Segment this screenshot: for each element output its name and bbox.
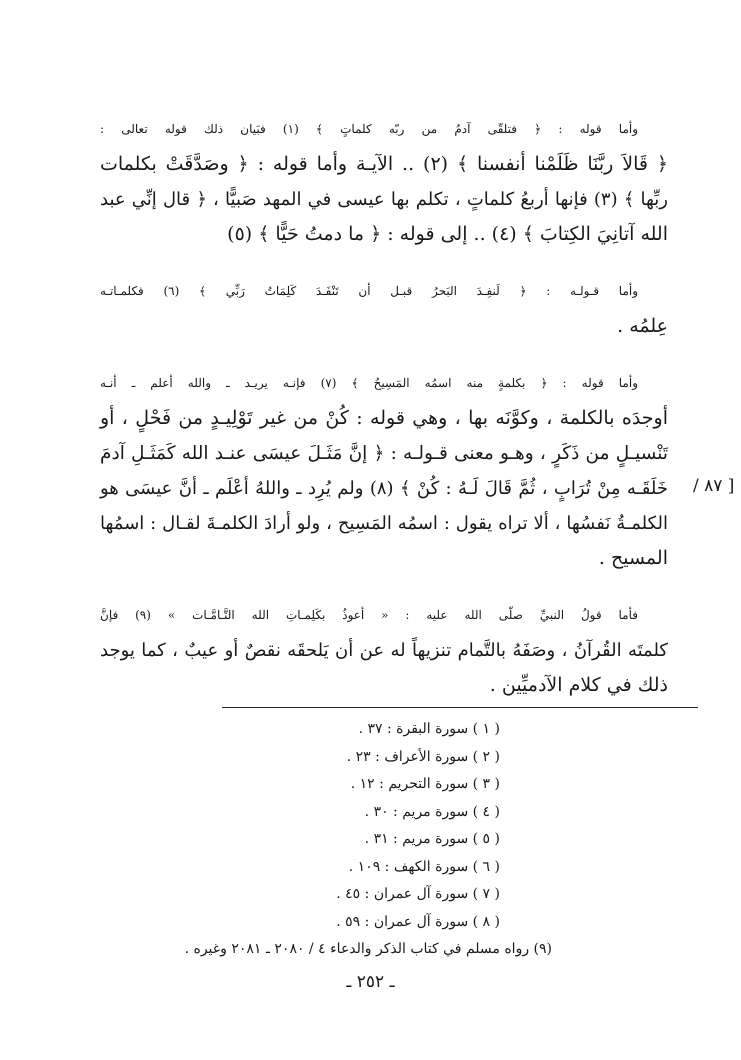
text-line: وأما قوله : ﴿ بكلمةٍ منه اسمُه المَسِيحُ ﴾ (٧) فإنـه يريـد ـ والله أعلم ـ أنـه <box>100 376 638 390</box>
footnote: ( ٣ ) سورة التحريم : ١٢ . <box>350 776 500 792</box>
text-line: الله آتانِيَ الكِتابَ ﴾ (٤) .. إلى قوله : ﴿ ما دمتُ حَيًّا ﴾ (٥) <box>227 223 668 245</box>
footnote: ( ١ ) سورة البقرة : ٣٧ . <box>358 721 500 737</box>
margin-page-reference: [ ٨٧ / <box>693 476 735 496</box>
text-line: أوجدَه بالكلمة ، وكوَّنَه بها ، وهي قوله : كُنْ من غير تَوْلِيـدٍ من فَحْلٍ ، أو <box>100 407 668 429</box>
paragraph-2 <box>100 274 698 344</box>
paragraph-3 <box>100 366 698 576</box>
text-line: ذلك في كلام الآدميِّين . <box>489 674 668 696</box>
text-line: عِلمُه . <box>617 315 668 337</box>
text-line: خَلَقَـه مِنْ تُرَابٍ ، ثُمَّ قَالَ لَـهُ : كُنْ ﴾ (٨) ولم يُرِد ـ واللهُ أعْلَم ـ أنَّ عيسَى هو <box>100 478 669 499</box>
main-text <box>100 112 698 723</box>
footnote: ( ٨ ) سورة آل عمران : ٥٩ . <box>336 913 500 930</box>
text-line: وأما قوله : ﴿ فتلقّى آدمُ من ربّه كلماتٍ ﴾ (١) فبَيان ذلك قوله تعالى : <box>100 122 639 136</box>
text-line: الكلمـةُ نَفسُها ، ألا تراه يقول : اسمُه المَسِيح ، ولو أرادَ الكلمـةَ لقـال : اسمُها <box>100 513 668 534</box>
footnote-divider <box>222 707 698 708</box>
page-number: ـ ٢٥٢ ـ <box>346 972 395 992</box>
text-line: المسيح . <box>598 547 668 569</box>
text-line: ربِّها ﴾ (٣) فإنها أربعُ كلماتٍ ، تكلم بها عيسى في المهد صَبيًّا ، ﴿ قال إنِّي عبد <box>100 189 668 210</box>
footnotes <box>184 716 552 964</box>
paragraph-4 <box>100 598 698 703</box>
text-line: وأما قـولـه : ﴿ لَنفِـدَ البَحرُ قبـل أن تَنْفَـدَ كَلِمَاتُ رَبِّي ﴾ (٦) فكلمـاتـه <box>100 284 639 298</box>
footnote: (٩) رواه مسلم في كتاب الذكر والدعاء ٤ / ٢٠٨٠ ـ ٢٠٨١ وغيره . <box>184 941 552 957</box>
text-line: فأما قولُ النبيِّ صلّى الله عليه : « أعوذُ بكَلِمـاتِ الله التَّـامَّـات » (٩) فإنَّ <box>100 608 638 622</box>
text-line: ﴿ قَالاَ ربَّنَا ظَلَمْنا أنفسنا ﴾ (٢) .. الآيـة وأما قوله : ﴿ وصَدَّقَتْ بكلمات <box>100 153 668 175</box>
footnote: ( ٥ ) سورة مريم : ٣١ . <box>364 831 500 847</box>
paragraph-1 <box>100 112 698 252</box>
footnote: ( ٦ ) سورة الكهف : ١٠٩ . <box>348 858 500 875</box>
footnote: ( ٢ ) سورة الأعراف : ٢٣ . <box>346 748 500 765</box>
footnote: ( ٤ ) سورة مريم : ٣٠ . <box>364 803 500 820</box>
footnote: ( ٧ ) سورة آل عمران : ٤٥ . <box>336 886 500 902</box>
text-line: كلمتَه القُرآنُ ، وصَفَهُ بالتَّمام تنزيهاً له عن أن يَلحقَه نقصٌ أو عيبٌ ، كما يوجد <box>100 640 668 661</box>
text-line: تَنْسيـلٍ من ذَكَرٍ ، وهـو معنى قـولـه : ﴿ إنَّ مَثَـلَ عيسَى عنـد الله كَمَثَـلِ آدمَ <box>100 443 668 464</box>
